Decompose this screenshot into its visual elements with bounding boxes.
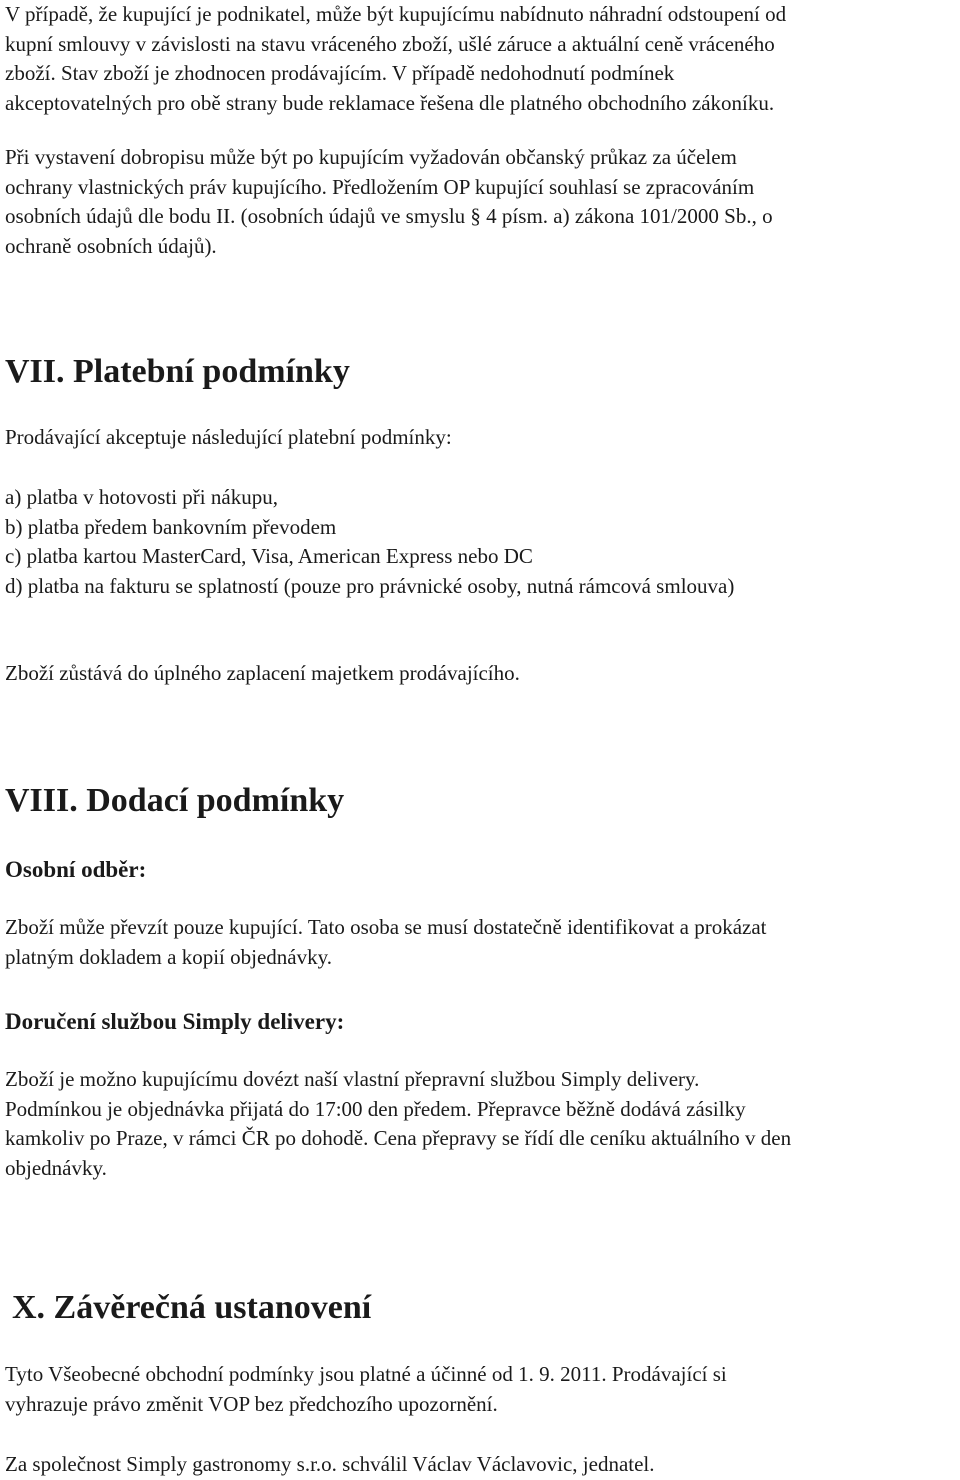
text-line: Prodávající akceptuje následující platební podmínky: [5,425,452,449]
pickup-text [5,913,953,972]
payment-list [5,483,953,601]
list-item: d) platba na fakturu se splatností (pouze pro právnické osoby, nutná rámcová smlouva) [5,573,735,598]
text-line: platným dokladem a kopií objednávky. [5,944,332,969]
section-vii-heading: VII. Platební podmínky [5,353,350,390]
section-viii-heading: VIII. Dodací podmínky [5,782,345,819]
text-line: objednávky. [5,1155,107,1180]
intro-paragraph-1 [5,0,953,118]
section-x-heading: X. Závěrečná ustanovení [12,1289,372,1326]
text-line: vyhrazuje právo změnit VOP bez předchozího upozornění. [5,1391,498,1416]
text-line: kupní smlouvy v závislosti na stavu vráceného zboží, ušlé záruce a aktuální ceně vráceného [5,31,775,56]
text-line: Tyto Všeobecné obchodní podmínky jsou platné a účinné od 1. 9. 2011. Prodávající si [5,1362,727,1386]
text-line: osobních údajů dle bodu II. (osobních údajů ve smyslu § 4 písm. a) zákona 101/2000 Sb., o [5,204,773,228]
text-line: Zboží může převzít pouze kupující. Tato osoba se musí dostatečně identifikovat a prokázat [5,915,767,939]
payment-intro [5,423,953,453]
signature-line [5,1450,953,1480]
text-line: akceptovatelných pro obě strany bude reklamace řešena dle platného obchodního zákoníku. [5,90,775,115]
text-line: V případě, že kupující je podnikatel, může být kupujícímu nabídnuto náhradní odstoupení od [5,2,787,26]
list-item: c) platba kartou MasterCard, Visa, American Express nebo DC [5,544,533,568]
text-line: kamkoliv po Praze, v rámci ČR po dohodě. Cena přepravy se řídí dle ceníku aktuálního v den [5,1126,792,1150]
list-item: a) platba v hotovosti při nákupu, [5,485,278,509]
intro-paragraph-2 [5,143,953,261]
list-item: b) platba předem bankovním převodem [5,514,337,539]
text-line: Podmínkou je objednávka přijatá do 17:00 den předem. Přepravce běžně dodává zásilky [5,1096,746,1121]
delivery-text [5,1065,953,1183]
ownership-note [5,659,953,689]
text-line: ochraně osobních údajů). [5,233,217,258]
text-line: Při vystavení dobropisu může být po kupujícím vyžadován občanský průkaz za účelem [5,145,737,169]
text-line: ochrany vlastnických práv kupujícího. Předložením OP kupující souhlasí se zpracováním [5,174,755,199]
pickup-heading: Osobní odběr: [5,857,147,882]
text-line: Za společnost Simply gastronomy s.r.o. schválil Václav Václavovic, jednatel. [5,1452,655,1476]
text-line: Zboží zůstává do úplného zaplacení majetkem prodávajícího. [5,661,520,685]
text-line: Zboží je možno kupujícímu dovézt naší vlastní přepravní službou Simply delivery. [5,1067,700,1091]
final-text [5,1360,953,1419]
delivery-heading: Doručení službou Simply delivery: [5,1009,345,1034]
text-line: zboží. Stav zboží je zhodnocen prodávajícím. V případě nedohodnutí podmínek [5,61,675,85]
